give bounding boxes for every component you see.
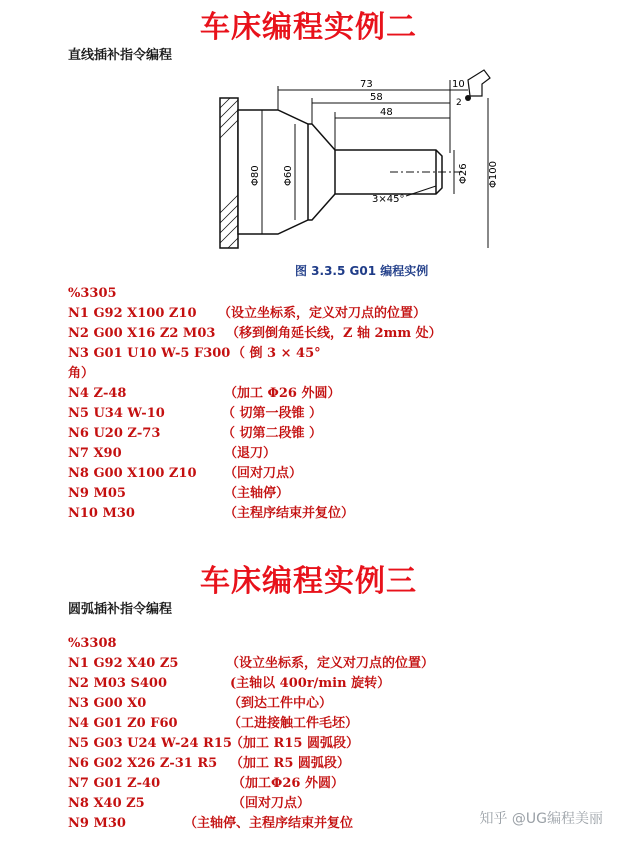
code-comment: （ 切第二段锥 ） [222, 426, 323, 441]
code-comment: （移到倒角延长线，Z 轴 2mm 处） [226, 326, 442, 341]
code-comment: （工进接触工件毛坯） [228, 716, 359, 731]
code-command: N5 G03 U24 W-24 R15 [68, 736, 232, 751]
example3-subtitle: 圆弧插补指令编程 [68, 602, 173, 617]
code-comment: （主轴停） [224, 486, 290, 501]
dim-58: 58 [370, 92, 383, 103]
code-comment: （回对刀点） [232, 796, 311, 811]
code-command: N8 G00 X100 Z10 [68, 466, 197, 481]
code-command: N2 M03 S400 [68, 676, 167, 691]
dim-phi80: Φ80 [250, 165, 261, 186]
code-command: N1 G92 X100 Z10 [68, 306, 197, 321]
dim-chamfer: 3×45° [372, 194, 405, 205]
code-comment: （到达工件中心） [228, 696, 333, 711]
example2-title: 车床编程实例二 [200, 10, 417, 45]
code-command: N4 G01 Z0 F60 [68, 716, 178, 731]
dim-phi26: Φ26 [458, 163, 469, 184]
example3-title: 车床编程实例三 [200, 564, 417, 599]
code-comment: （加工Φ26 外圆） [232, 776, 344, 791]
figure-caption: 图 3.3.5 G01 编程实例 [295, 264, 429, 278]
code-command: N2 G00 X16 Z2 M03 [68, 326, 216, 341]
code-comment: （退刀） [224, 446, 277, 461]
code-command: N5 U34 W-10 [68, 406, 165, 421]
code-comment: （加工 R15 圆弧段） [230, 736, 359, 751]
code-comment: （ 倒 3 × 45° [232, 346, 321, 361]
code-command: N3 G00 X0 [68, 696, 147, 711]
code-command: N8 X40 Z5 [68, 796, 145, 811]
code-comment: （主程序结束并复位） [224, 506, 355, 521]
dim-10: 10 [452, 79, 465, 90]
watermark: 知乎 @UG编程美丽 [479, 811, 603, 827]
code-comment: （设立坐标系，定义对刀点的位置） [226, 656, 435, 671]
code-command: N6 U20 Z-73 [68, 426, 161, 441]
code-command: N3 G01 U10 W-5 F300 [68, 346, 231, 361]
lathe-part-drawing [200, 68, 500, 263]
code-command: 角） [68, 366, 95, 381]
dim-phi60: Φ60 [283, 165, 294, 186]
dim-2: 2 [456, 98, 462, 108]
program-number: %3305 [68, 286, 117, 301]
dim-48: 48 [380, 107, 393, 118]
dim-73: 73 [360, 79, 373, 90]
code-command: N1 G92 X40 Z5 [68, 656, 179, 671]
code-command: N9 M30 [68, 816, 126, 831]
code-comment: (主轴以 400r/min 旋转） [230, 676, 391, 691]
code-comment: （ 切第一段锥 ） [222, 406, 323, 421]
code-comment: （设立坐标系，定义对刀点的位置） [218, 306, 427, 321]
code-command: N4 Z-48 [68, 386, 127, 401]
example2-subtitle: 直线插补指令编程 [68, 48, 173, 63]
code-command: N9 M05 [68, 486, 126, 501]
code-comment: （回对刀点） [224, 466, 303, 481]
code-command: N7 X90 [68, 446, 122, 461]
code-command: N10 M30 [68, 506, 135, 521]
code-command: N6 G02 X26 Z-31 R5 [68, 756, 218, 771]
code-comment: （加工 Φ26 外圆） [224, 386, 341, 401]
code-comment: （加工 R5 圆弧段） [230, 756, 350, 771]
code-comment: （主轴停、主程序结束并复位 [184, 816, 354, 831]
dim-phi100: Φ100 [488, 161, 499, 188]
code-command: N7 G01 Z-40 [68, 776, 161, 791]
program-number: %3308 [68, 636, 117, 651]
